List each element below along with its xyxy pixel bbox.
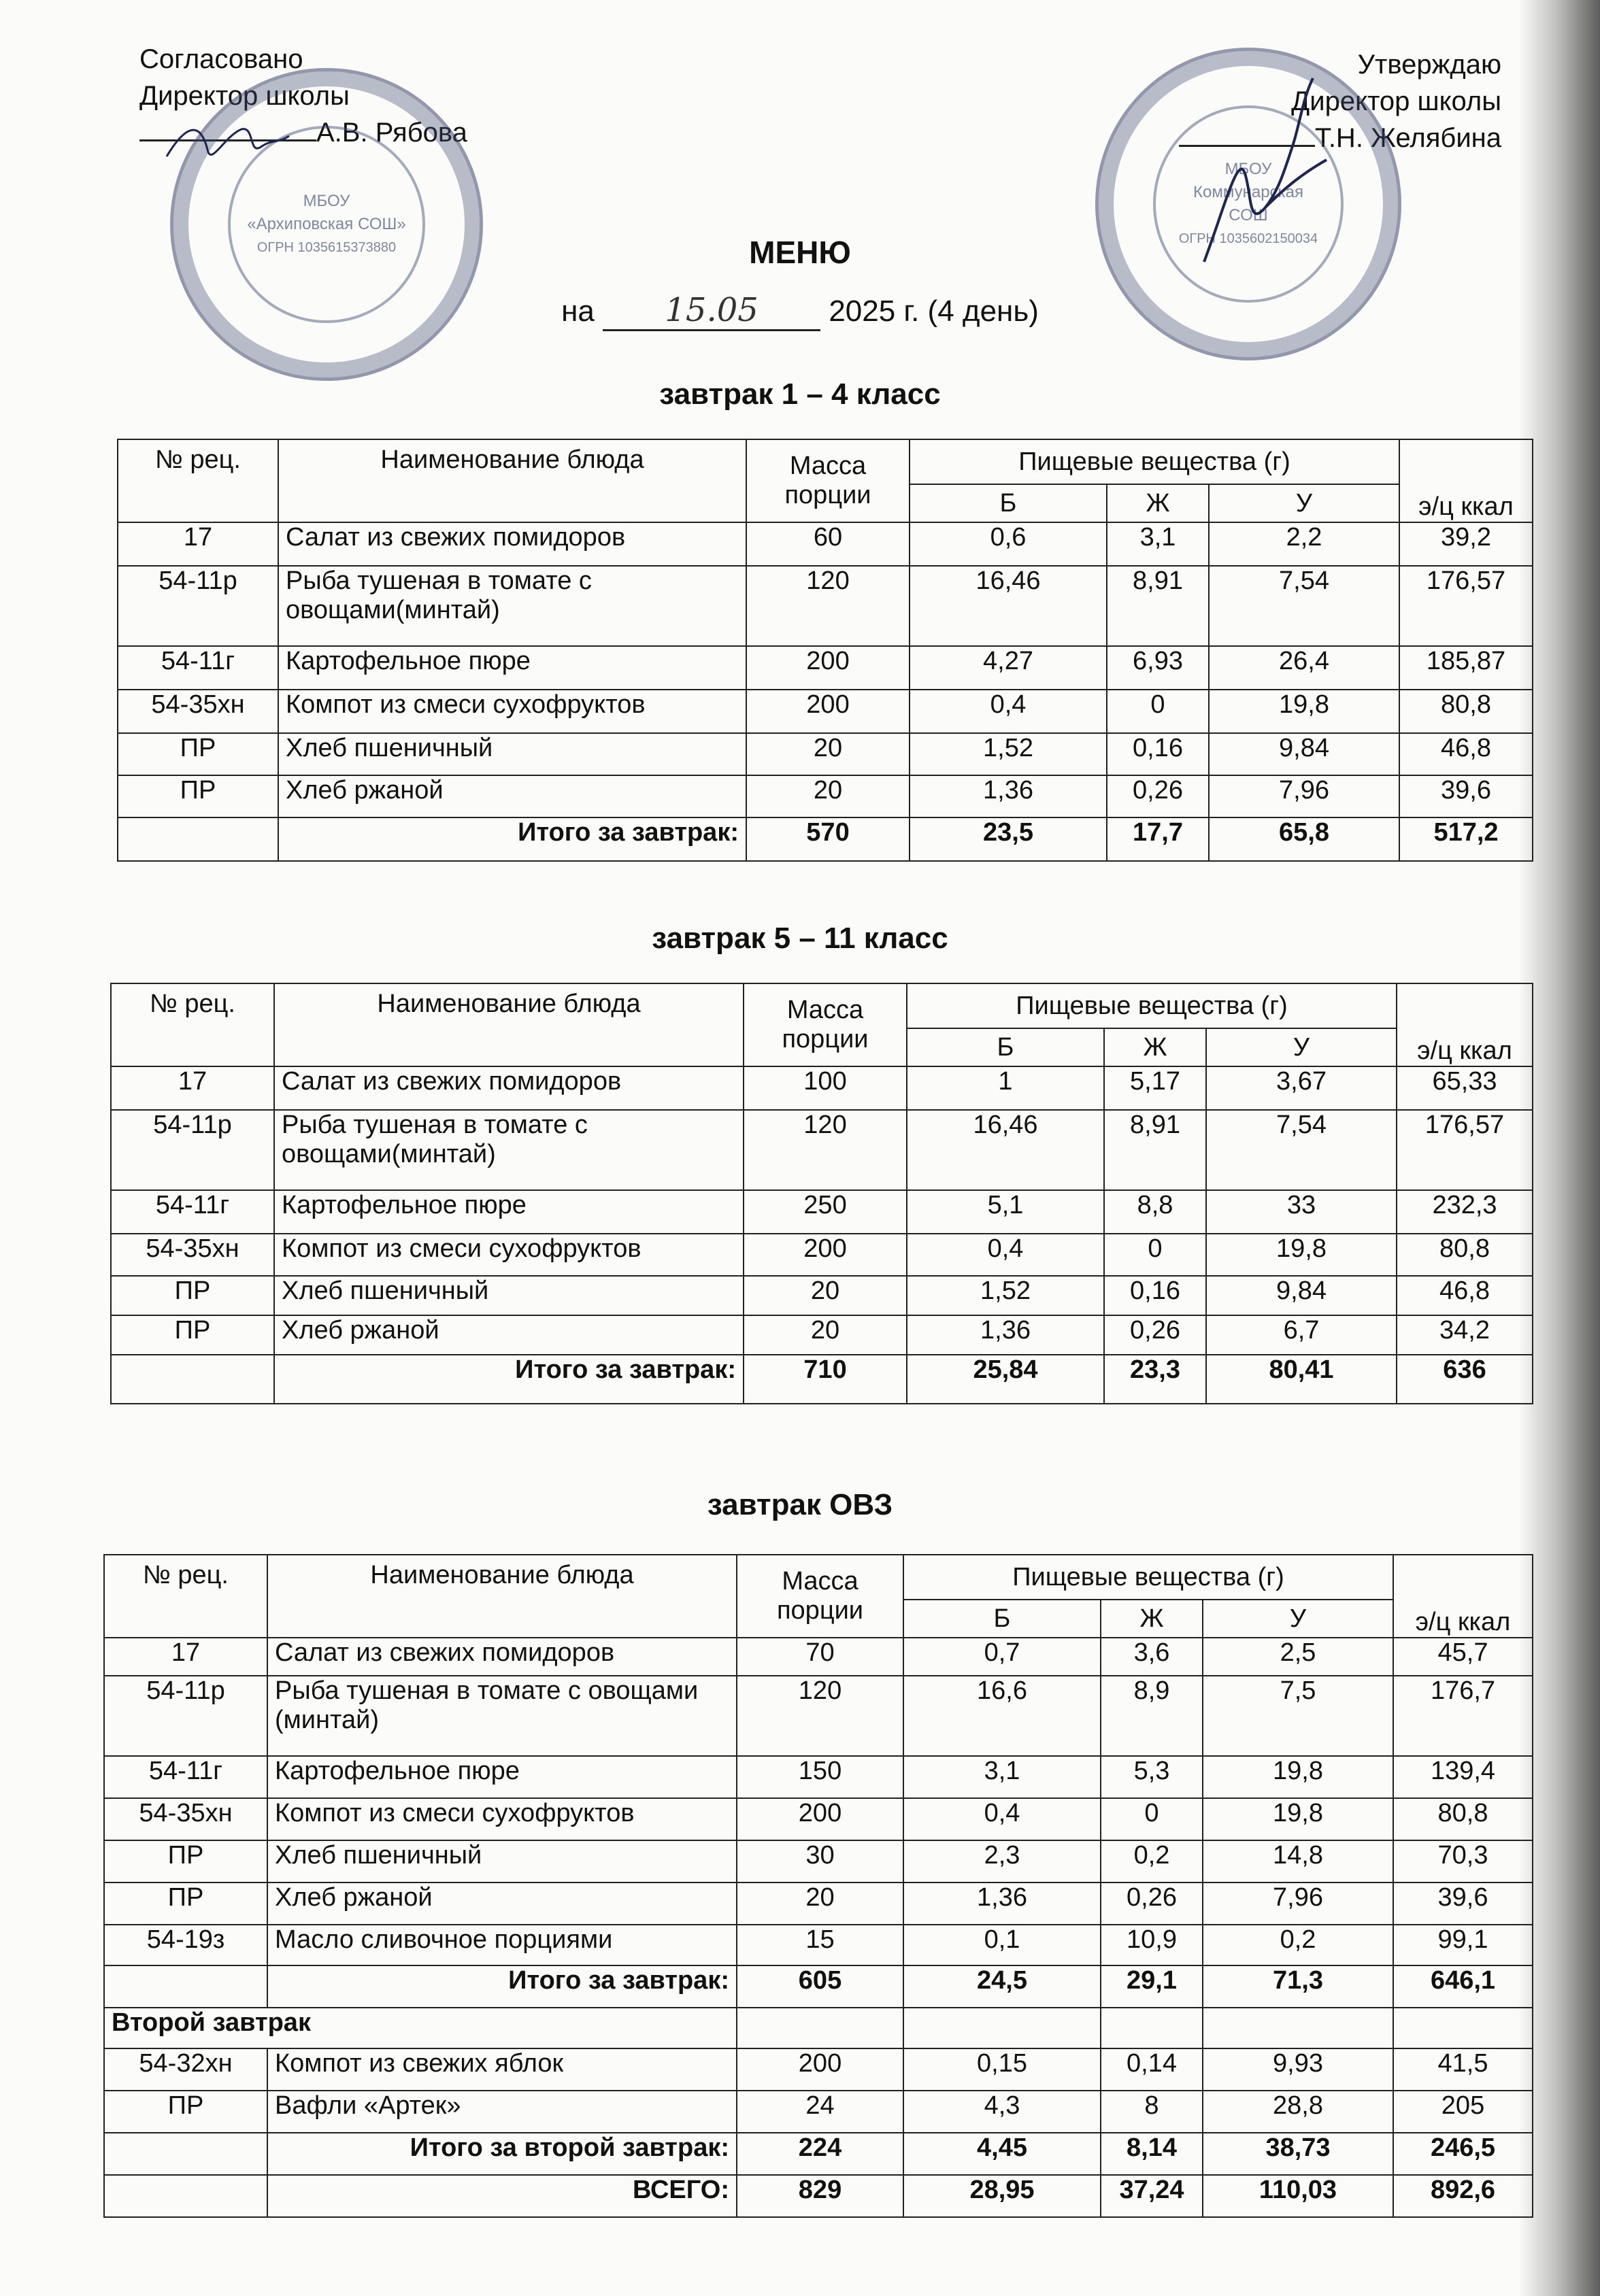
- table-row: [104, 1883, 1533, 1925]
- second-breakfast-title: Второй завтрак: [104, 2008, 737, 2048]
- cell-kcal: 70,3: [1393, 1840, 1533, 1883]
- stamp-left-name: МБОУ: [303, 192, 350, 210]
- cell-b: 0,1: [903, 1925, 1101, 1965]
- total-b: 4,45: [903, 2133, 1101, 2175]
- cell-kcal: 46,8: [1399, 733, 1533, 775]
- cell-u: 7,96: [1203, 1883, 1393, 1925]
- cell-num: ПР: [104, 1883, 267, 1925]
- section-title: завтрак 5 – 11 класс: [652, 922, 948, 955]
- table-row: [118, 566, 1533, 646]
- table-row: [111, 1190, 1533, 1234]
- table-row: [118, 522, 1533, 566]
- col-header-name: Наименование блюда: [278, 439, 746, 522]
- table-row: [104, 1756, 1533, 1798]
- cell-b: 16,46: [910, 566, 1107, 646]
- cell-zh: 0,16: [1107, 733, 1209, 775]
- cell-mass: 200: [737, 2048, 903, 2091]
- cell-name: Масло сливочное порциями: [267, 1925, 737, 1965]
- cell-zh: 5,17: [1104, 1066, 1206, 1110]
- cell-b: 0,4: [907, 1234, 1104, 1276]
- cell-mass: 100: [744, 1066, 907, 1110]
- cell-kcal: 80,8: [1393, 1798, 1533, 1840]
- cell-zh: 0,26: [1107, 775, 1209, 817]
- col-header-u: У: [1209, 484, 1399, 522]
- table-row: [118, 646, 1533, 690]
- cell-zh: 8,9: [1101, 1676, 1203, 1756]
- stamp-right-name: МБОУ: [1224, 160, 1272, 178]
- cell-num: 54-11р: [104, 1676, 267, 1756]
- cell-num: 54-19з: [104, 1925, 267, 1965]
- cell-kcal: 176,7: [1393, 1676, 1533, 1756]
- cell-u: 19,8: [1203, 1798, 1393, 1840]
- total-kcal: 636: [1397, 1355, 1533, 1404]
- cell-name: Салат из свежих помидоров: [267, 1638, 737, 1676]
- total-u: 80,41: [1206, 1355, 1397, 1404]
- approval-right-signer: Т.Н. Желябина: [1314, 123, 1501, 153]
- cell-mass: 200: [744, 1234, 907, 1276]
- col-header-zh: Ж: [1107, 484, 1209, 522]
- approval-left-line1: Согласовано: [139, 44, 303, 74]
- cell-mass: 200: [746, 690, 910, 733]
- stamp-left-ogrn: ОГРН 1035615373880: [256, 240, 397, 255]
- cell-mass: 24: [737, 2091, 903, 2133]
- total-mass: 570: [746, 817, 910, 861]
- grand-total-zh: 37,24: [1101, 2175, 1203, 2217]
- cell-kcal: 39,6: [1399, 775, 1533, 817]
- table-row: [104, 1840, 1533, 1883]
- cell-u: 7,96: [1209, 775, 1399, 817]
- cell-kcal: 176,57: [1399, 566, 1533, 646]
- cell-b: 0,6: [910, 522, 1107, 566]
- date-prefix: на: [561, 294, 595, 328]
- col-header-nutrients: Пищевые вещества (г): [903, 1555, 1393, 1600]
- cell-u: 9,93: [1203, 2048, 1393, 2091]
- col-header-mass: Масса порции: [746, 439, 910, 522]
- col-header-zh: Ж: [1104, 1028, 1206, 1066]
- total-u: 71,3: [1203, 1965, 1393, 2008]
- cell-kcal: 99,1: [1393, 1925, 1533, 1965]
- col-header-nutrients: Пищевые вещества (г): [907, 983, 1397, 1028]
- total-mass: 605: [737, 1965, 903, 2008]
- cell-num: 17: [111, 1066, 274, 1110]
- total-kcal: 646,1: [1393, 1965, 1533, 2008]
- cell-num: 54-11г: [118, 646, 278, 690]
- grand-total-row: [104, 2175, 1533, 2217]
- col-header-num: № рец.: [111, 983, 274, 1066]
- cell-zh: 0,26: [1104, 1315, 1206, 1355]
- cell-b: 1,36: [907, 1315, 1104, 1355]
- page-title: МЕНЮ: [749, 235, 851, 270]
- cell-u: 2,2: [1209, 522, 1399, 566]
- cell-u: 19,8: [1203, 1756, 1393, 1798]
- cell-zh: 8,8: [1104, 1190, 1206, 1234]
- cell-b: 0,7: [903, 1638, 1101, 1676]
- cell-num: 54-35хн: [104, 1798, 267, 1840]
- stamp-right-ogrn: ОГРН 1035602150034: [1178, 231, 1318, 246]
- cell-b: 16,46: [907, 1110, 1104, 1190]
- cell-u: 33: [1206, 1190, 1397, 1234]
- col-header-mass: Масса порции: [737, 1555, 903, 1638]
- col-header-num: № рец.: [118, 439, 278, 522]
- cell-kcal: 39,2: [1399, 522, 1533, 566]
- table-row: [104, 1638, 1533, 1676]
- cell-u: 3,67: [1206, 1066, 1397, 1110]
- cell-kcal: 45,7: [1393, 1638, 1533, 1676]
- cell-name: Хлеб пшеничный: [274, 1276, 744, 1315]
- cell-num: 54-35хн: [118, 690, 278, 733]
- table-row: [111, 1276, 1533, 1315]
- col-header-kcal: э/ц ккал: [1397, 983, 1533, 1066]
- cell-kcal: 176,57: [1397, 1110, 1533, 1190]
- cell-kcal: 39,6: [1393, 1883, 1533, 1925]
- grand-total-label: ВСЕГО:: [267, 2175, 737, 2217]
- cell-num: 54-11р: [118, 566, 278, 646]
- total-zh: 23,3: [1104, 1355, 1206, 1404]
- table-row: [111, 1234, 1533, 1276]
- cell-u: 0,2: [1203, 1925, 1393, 1965]
- cell-zh: 0,14: [1101, 2048, 1203, 2091]
- signature-left: [160, 109, 296, 177]
- cell-u: 7,54: [1206, 1110, 1397, 1190]
- cell-mass: 150: [737, 1756, 903, 1798]
- cell-num: ПР: [111, 1276, 274, 1315]
- cell-mass: 250: [744, 1190, 907, 1234]
- cell-name: Хлеб ржаной: [267, 1883, 737, 1925]
- col-header-b: Б: [907, 1028, 1104, 1066]
- cell-mass: 200: [737, 1798, 903, 1840]
- cell-zh: 0: [1101, 1798, 1203, 1840]
- approval-right-line1: Утверждаю: [1357, 50, 1501, 80]
- cell-b: 4,3: [903, 2091, 1101, 2133]
- total-u: 38,73: [1203, 2133, 1393, 2175]
- col-header-zh: Ж: [1101, 1600, 1203, 1638]
- cell-kcal: 41,5: [1393, 2048, 1533, 2091]
- approval-left-line2: Директор школы: [139, 81, 350, 111]
- total-label: Итого за завтрак:: [278, 817, 746, 861]
- cell-mass: 20: [737, 1883, 903, 1925]
- cell-b: 1,36: [910, 775, 1107, 817]
- cell-name: Хлеб пшеничный: [267, 1840, 737, 1883]
- cell-num: 54-35хн: [111, 1234, 274, 1276]
- section-title: завтрак ОВЗ: [707, 1488, 893, 1521]
- cell-name: Картофельное пюре: [278, 646, 746, 690]
- table-row: [104, 1676, 1533, 1756]
- grand-total-kcal: 892,6: [1393, 2175, 1533, 2217]
- date-suffix: 2025 г. (4 день): [829, 294, 1039, 328]
- date-line: [0, 291, 1600, 331]
- total-zh: 8,14: [1101, 2133, 1203, 2175]
- cell-kcal: 232,3: [1397, 1190, 1533, 1234]
- cell-num: 54-32хн: [104, 2048, 267, 2091]
- cell-kcal: 185,87: [1399, 646, 1533, 690]
- cell-zh: 0,26: [1101, 1883, 1203, 1925]
- cell-num: 54-11р: [111, 1110, 274, 1190]
- cell-zh: 0,2: [1101, 1840, 1203, 1883]
- cell-kcal: 139,4: [1393, 1756, 1533, 1798]
- cell-name: Компот из смеси сухофруктов: [278, 690, 746, 733]
- cell-zh: 5,3: [1101, 1756, 1203, 1798]
- second-breakfast-row: [104, 2008, 1533, 2048]
- approval-right-line2: Директор школы: [1291, 86, 1501, 116]
- menu-table: [103, 1554, 1533, 2218]
- total-label: Итого за завтрак:: [267, 1965, 737, 2008]
- cell-mass: 20: [746, 775, 910, 817]
- cell-name: Салат из свежих помидоров: [274, 1066, 744, 1110]
- cell-num: ПР: [104, 2091, 267, 2133]
- cell-u: 26,4: [1209, 646, 1399, 690]
- cell-name: Картофельное пюре: [267, 1756, 737, 1798]
- col-header-kcal: э/ц ккал: [1393, 1555, 1533, 1638]
- total-b: 25,84: [907, 1355, 1104, 1404]
- cell-mass: 30: [737, 1840, 903, 1883]
- cell-num: ПР: [118, 733, 278, 775]
- cell-kcal: 80,8: [1399, 690, 1533, 733]
- stamp-left-name2: «Архиповская СОШ»: [247, 215, 406, 233]
- cell-num: ПР: [118, 775, 278, 817]
- cell-mass: 20: [746, 733, 910, 775]
- cell-zh: 3,1: [1107, 522, 1209, 566]
- cell-kcal: 80,8: [1397, 1234, 1533, 1276]
- stamp-right-name3: СОШ: [1229, 206, 1268, 224]
- total-row: [104, 1965, 1533, 2008]
- cell-name: Компот из смеси сухофруктов: [274, 1234, 744, 1276]
- cell-u: 9,84: [1209, 733, 1399, 775]
- cell-num: ПР: [104, 1840, 267, 1883]
- total-row: [111, 1355, 1533, 1404]
- cell-zh: 8: [1101, 2091, 1203, 2133]
- grand-total-u: 110,03: [1203, 2175, 1393, 2217]
- cell-b: 1,36: [903, 1883, 1101, 1925]
- cell-kcal: 65,33: [1397, 1066, 1533, 1110]
- cell-name: Компот из свежих яблок: [267, 2048, 737, 2091]
- total-b: 23,5: [910, 817, 1107, 861]
- cell-b: 4,27: [910, 646, 1107, 690]
- cell-b: 1,52: [907, 1276, 1104, 1315]
- table-row: [104, 2048, 1533, 2091]
- cell-name: Компот из смеси сухофруктов: [267, 1798, 737, 1840]
- total-label: Итого за завтрак:: [274, 1355, 744, 1404]
- cell-name: Рыба тушеная в томате с овощами (минтай): [267, 1676, 737, 1756]
- col-header-name: Наименование блюда: [267, 1555, 737, 1638]
- cell-name: Хлеб ржаной: [278, 775, 746, 817]
- cell-b: 0,4: [910, 690, 1107, 733]
- total-zh: 17,7: [1107, 817, 1209, 861]
- cell-u: 19,8: [1209, 690, 1399, 733]
- cell-u: 7,54: [1209, 566, 1399, 646]
- cell-kcal: 205: [1393, 2091, 1533, 2133]
- table-row: [118, 733, 1533, 775]
- cell-mass: 20: [744, 1315, 907, 1355]
- cell-num: 17: [104, 1638, 267, 1676]
- menu-table: [117, 439, 1533, 862]
- cell-u: 9,84: [1206, 1276, 1397, 1315]
- cell-zh: 10,9: [1101, 1925, 1203, 1965]
- cell-zh: 0: [1104, 1234, 1206, 1276]
- cell-num: 54-11г: [104, 1756, 267, 1798]
- section-title: завтрак 1 – 4 класс: [659, 377, 941, 411]
- total-zh: 29,1: [1101, 1965, 1203, 2008]
- total-label: Итого за второй завтрак:: [267, 2133, 737, 2175]
- cell-name: Хлеб ржаной: [274, 1315, 744, 1355]
- cell-name: Рыба тушеная в томате с овощами(минтай): [274, 1110, 744, 1190]
- cell-zh: 0: [1107, 690, 1209, 733]
- grand-total-mass: 829: [737, 2175, 903, 2217]
- total-b: 24,5: [903, 1965, 1101, 2008]
- cell-u: 28,8: [1203, 2091, 1393, 2133]
- col-header-b: Б: [903, 1600, 1101, 1638]
- cell-b: 0,15: [903, 2048, 1101, 2091]
- total-kcal: 517,2: [1399, 817, 1533, 861]
- cell-b: 3,1: [903, 1756, 1101, 1798]
- cell-name: Хлеб пшеничный: [278, 733, 746, 775]
- table-row: [118, 775, 1533, 817]
- cell-name: Салат из свежих помидоров: [278, 522, 746, 566]
- col-header-kcal: э/ц ккал: [1399, 439, 1533, 522]
- cell-b: 1,52: [910, 733, 1107, 775]
- grand-total-b: 28,95: [903, 2175, 1101, 2217]
- cell-b: 0,4: [903, 1798, 1101, 1840]
- cell-u: 14,8: [1203, 1840, 1393, 1883]
- total-row: [104, 2133, 1533, 2175]
- col-header-u: У: [1203, 1600, 1393, 1638]
- cell-kcal: 34,2: [1397, 1315, 1533, 1355]
- cell-zh: 8,91: [1107, 566, 1209, 646]
- cell-zh: 3,6: [1101, 1638, 1203, 1676]
- table-row: [104, 1798, 1533, 1840]
- cell-num: 54-11г: [111, 1190, 274, 1234]
- total-mass: 224: [737, 2133, 903, 2175]
- cell-b: 2,3: [903, 1840, 1101, 1883]
- table-row: [118, 690, 1533, 733]
- date-value: 15.05: [603, 291, 820, 331]
- cell-u: 19,8: [1206, 1234, 1397, 1276]
- approval-left-signer: А.В. Рябова: [316, 118, 467, 148]
- col-header-num: № рец.: [104, 1555, 267, 1638]
- cell-b: 16,6: [903, 1676, 1101, 1756]
- cell-mass: 15: [737, 1925, 903, 1965]
- menu-table: [110, 983, 1533, 1404]
- cell-zh: 8,91: [1104, 1110, 1206, 1190]
- cell-b: 1: [907, 1066, 1104, 1110]
- total-mass: 710: [744, 1355, 907, 1404]
- cell-mass: 20: [744, 1276, 907, 1315]
- cell-name: Рыба тушеная в томате с овощами(минтай): [278, 566, 746, 646]
- cell-mass: 70: [737, 1638, 903, 1676]
- cell-num: 17: [118, 522, 278, 566]
- cell-mass: 120: [744, 1110, 907, 1190]
- cell-zh: 0,16: [1104, 1276, 1206, 1315]
- cell-kcal: 46,8: [1397, 1276, 1533, 1315]
- cell-mass: 60: [746, 522, 910, 566]
- cell-b: 5,1: [907, 1190, 1104, 1234]
- cell-mass: 120: [737, 1676, 903, 1756]
- total-kcal: 246,5: [1393, 2133, 1533, 2175]
- table-row: [111, 1110, 1533, 1190]
- table-row: [111, 1315, 1533, 1355]
- total-u: 65,8: [1209, 817, 1399, 861]
- col-header-nutrients: Пищевые вещества (г): [910, 439, 1399, 484]
- cell-mass: 200: [746, 646, 910, 690]
- col-header-name: Наименование блюда: [274, 983, 744, 1066]
- cell-u: 2,5: [1203, 1638, 1393, 1676]
- col-header-b: Б: [910, 484, 1107, 522]
- total-row: [118, 817, 1533, 861]
- cell-zh: 6,93: [1107, 646, 1209, 690]
- col-header-mass: Масса порции: [744, 983, 907, 1066]
- cell-num: ПР: [111, 1315, 274, 1355]
- cell-name: Вафли «Артек»: [267, 2091, 737, 2133]
- table-row: [104, 1925, 1533, 1965]
- table-row: [111, 1066, 1533, 1110]
- stamp-right-name2: Коммунарская: [1193, 183, 1303, 201]
- table-row: [104, 2091, 1533, 2133]
- cell-mass: 120: [746, 566, 910, 646]
- cell-name: Картофельное пюре: [274, 1190, 744, 1234]
- cell-u: 7,5: [1203, 1676, 1393, 1756]
- cell-u: 6,7: [1206, 1315, 1397, 1355]
- col-header-u: У: [1206, 1028, 1397, 1066]
